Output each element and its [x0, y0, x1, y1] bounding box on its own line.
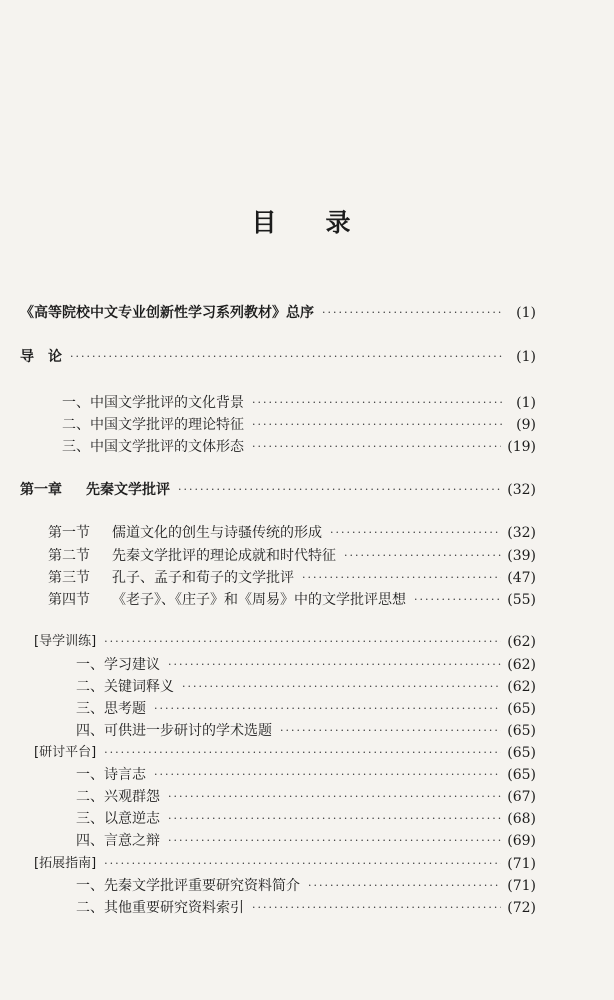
toc-entry-preface[interactable] [20, 302, 536, 324]
toc-entry-intro-3[interactable] [62, 436, 536, 458]
entry-label: [研讨平台] [34, 745, 97, 760]
leader-dots [154, 698, 501, 720]
page-number: (1) [516, 349, 536, 365]
page-number: (62) [507, 657, 536, 673]
toc-entry-section-3[interactable] [48, 567, 536, 589]
chapter-number: 第一章 [20, 482, 62, 498]
page-number: (1) [516, 395, 536, 411]
leader-dots [308, 875, 501, 897]
entry-label: 导 论 [20, 349, 62, 365]
toc-entry-section-4[interactable] [48, 589, 536, 611]
section-title: 孔子、孟子和荀子的文学批评 [112, 570, 294, 586]
entry-label: 二、其他重要研究资料索引 [76, 900, 244, 916]
page-number: (72) [507, 900, 536, 916]
leader-dots [252, 414, 502, 436]
leader-dots [252, 392, 502, 414]
toc-entry-extend-2[interactable] [76, 897, 536, 919]
page-number: (19) [507, 439, 536, 455]
entry-label: 《高等院校中文专业创新性学习系列教材》总序 [20, 305, 314, 321]
page-number: (65) [507, 701, 536, 717]
entry-label: 三、以意逆志 [76, 811, 160, 827]
toc-entry-extend-1[interactable] [76, 875, 536, 897]
leader-dots [302, 567, 501, 589]
leader-dots [168, 830, 501, 852]
entry-label [20, 479, 170, 501]
entry-label: 一、先秦文学批评重要研究资料简介 [76, 878, 300, 894]
page-number: (62) [507, 634, 536, 650]
entry-label: 三、中国文学批评的文体形态 [62, 439, 244, 455]
entry-label: 二、兴观群怨 [76, 789, 160, 805]
entry-label: 二、关键词释义 [76, 679, 174, 695]
leader-dots [414, 589, 501, 611]
leader-dots [252, 436, 501, 458]
section-number: 第二节 [48, 548, 90, 564]
toc-entry-chapter-1[interactable] [20, 479, 536, 501]
section-number: 第一节 [48, 525, 90, 541]
leader-dots [168, 654, 501, 676]
page-number: (39) [507, 548, 536, 564]
toc-entry-intro[interactable] [20, 346, 536, 368]
page-number: (47) [507, 570, 536, 586]
toc-entry-section-2[interactable] [48, 545, 536, 567]
leader-dots [154, 764, 501, 786]
section-title: 《老子》、《庄子》和《周易》中的文学批评思想 [112, 592, 406, 608]
section-title: 儒道文化的创生与诗骚传统的形成 [112, 525, 322, 541]
entry-label [48, 545, 336, 567]
page-number: (65) [507, 723, 536, 739]
page-number: (62) [507, 679, 536, 695]
leader-dots [70, 346, 502, 368]
section-number: 第三节 [48, 570, 90, 586]
leader-dots [168, 786, 501, 808]
leader-dots [104, 742, 501, 764]
toc-entry-guide-3[interactable] [76, 698, 536, 720]
leader-dots [322, 302, 502, 324]
entry-label: 一、中国文学批评的文化背景 [62, 395, 244, 411]
leader-dots [104, 853, 501, 875]
leader-dots [104, 631, 501, 653]
toc-entry-forum[interactable] [34, 742, 536, 764]
entry-label: [导学训练] [34, 634, 97, 649]
toc-entry-forum-2[interactable] [76, 786, 536, 808]
page-number: (68) [507, 811, 536, 827]
page-number: (65) [507, 745, 536, 761]
page-number: (65) [507, 767, 536, 783]
entry-label [48, 522, 322, 544]
page-number: (55) [507, 592, 536, 608]
leader-dots [330, 522, 501, 544]
toc-entry-guide-2[interactable] [76, 676, 536, 698]
entry-label: 三、思考题 [76, 701, 146, 717]
toc-entry-guide[interactable] [34, 631, 536, 653]
page-number: (32) [507, 482, 536, 498]
leader-dots [168, 808, 501, 830]
section-number: 第四节 [48, 592, 90, 608]
toc-entry-intro-2[interactable] [62, 414, 536, 436]
leader-dots [252, 897, 501, 919]
toc-entry-forum-3[interactable] [76, 808, 536, 830]
leader-dots [178, 479, 501, 501]
page-number: (1) [516, 305, 536, 321]
toc-title: 目 录 [251, 208, 363, 237]
page-number: (69) [507, 833, 536, 849]
entry-label: 一、诗言志 [76, 767, 146, 783]
entry-label: 四、可供进一步研讨的学术选题 [76, 723, 272, 739]
page-number: (71) [507, 856, 536, 872]
chapter-title: 先秦文学批评 [86, 482, 170, 498]
toc-entry-section-1[interactable] [48, 522, 536, 544]
page-number: (71) [507, 878, 536, 894]
toc-entry-guide-1[interactable] [76, 654, 536, 676]
toc-entry-guide-4[interactable] [76, 720, 536, 742]
entry-label: [拓展指南] [34, 856, 97, 871]
toc-entry-intro-1[interactable] [62, 392, 536, 414]
leader-dots [344, 545, 501, 567]
toc-entry-forum-1[interactable] [76, 764, 536, 786]
leader-dots [280, 720, 501, 742]
entry-label: 四、言意之辩 [76, 833, 160, 849]
toc-entry-extend[interactable] [34, 853, 536, 875]
page-number: (32) [507, 525, 536, 541]
section-title: 先秦文学批评的理论成就和时代特征 [112, 548, 336, 564]
entry-label [48, 589, 406, 611]
entry-label: 一、学习建议 [76, 657, 160, 673]
entry-label: 二、中国文学批评的理论特征 [62, 417, 244, 433]
leader-dots [182, 676, 501, 698]
toc-entry-forum-4[interactable] [76, 830, 536, 852]
entry-label [48, 567, 294, 589]
page-number: (9) [516, 417, 536, 433]
page-number: (67) [507, 789, 536, 805]
